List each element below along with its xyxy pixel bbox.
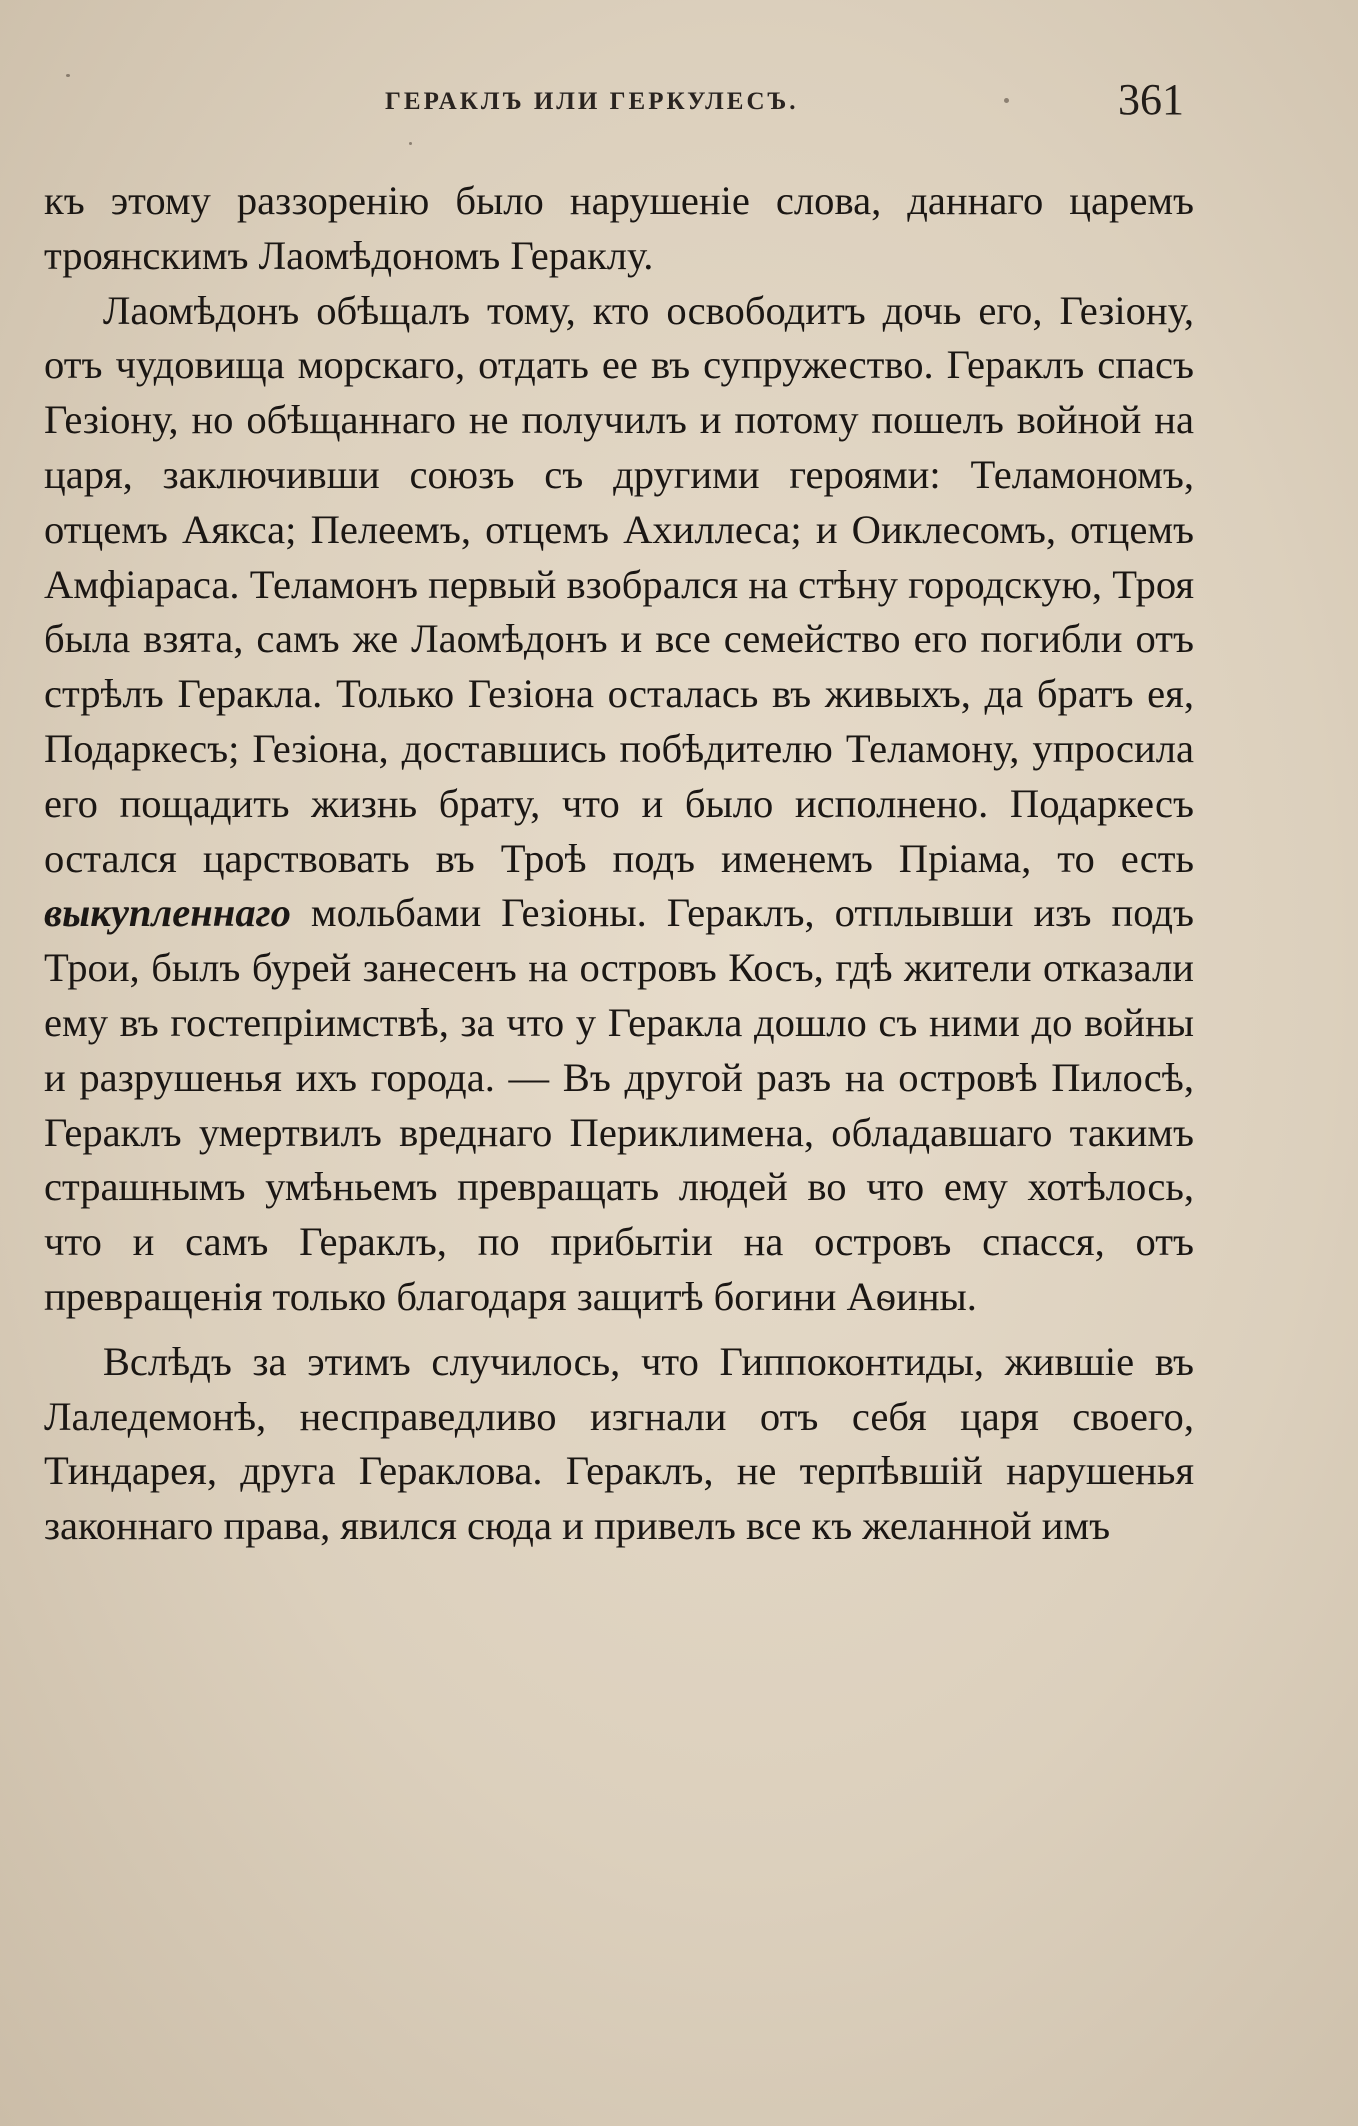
page-number: 361 (1118, 75, 1184, 124)
running-head: ГЕРАКЛЪ ИЛИ ГЕРКУЛЕСЪ. (385, 88, 799, 115)
paragraph-continuation: къ этому раззоренію было нарушеніе слова, даннаго царемъ троянскимъ Лаомѣдономъ Гераклу. (44, 178, 1194, 278)
paragraph-text: Лаомѣдонъ обѣщалъ тому, кто освободитъ дочь его, Гезіону, отъ чудовища морскаго, отдать ее въ супружество. Гераклъ спасъ Гезіону, но обѣщаннаго не получилъ и потому пошелъ войной на царя, заключивши союзъ съ другими героями: Теламономъ, отцемъ Аякса; Пелеемъ, отцемъ Ахиллеса; и Оиклесомъ, отцемъ Амфіараса. Теламонъ первый взобрался на стѣну городскую, Троя была взята, самъ же Лаомѣдонъ и все семейство его погибли отъ стрѣлъ Геракла. Только Гезіона осталась въ живыхъ, да братъ ея, Подаркесъ; Гезіона, доставшись побѣдителю Теламону, упросила его пощадить жизнь брату, что и было исполнено. Подаркесъ остался царствовать въ Троѣ подъ именемъ Пріама, то есть (44, 287, 1194, 881)
paragraph-hippocontids: Вслѣдъ за этимъ случилось, что Гиппоконтиды, жившіе въ Лаледемонѣ, несправедливо изгнали отъ себя царя своего, Тиндарея, друга Гераклова. Гераклъ, не терпѣвшій нарушенья законнаго права, явился сюда и привелъ все къ желанной имъ (44, 1338, 1194, 1549)
emphasized-word: выкупленнаго (44, 890, 291, 936)
paragraph-text: мольбами Гезіоны. Гераклъ, отплывши изъ подъ Трои, былъ бурей занесенъ на островъ Косъ, гдѣ жители отказали ему въ гостепріимствѣ, за что у Геракла дошло съ ними до войны и разрушенья ихъ города. — Въ другой разъ на островѣ Пилосѣ, Гераклъ умертвилъ вреднаго Периклимена, обладавшаго такимъ страшнымъ умѣньемъ превращать людей во что ему хотѣлось, что и самъ Гераклъ, по прибытіи на островъ спасся, отъ превращенія только благодаря защитѣ богини Аѳины. (44, 890, 1194, 1319)
print-speck (409, 142, 412, 145)
page-header (0, 74, 1358, 134)
body-text (44, 174, 1194, 1554)
paragraph-laomedon (44, 284, 1194, 1325)
